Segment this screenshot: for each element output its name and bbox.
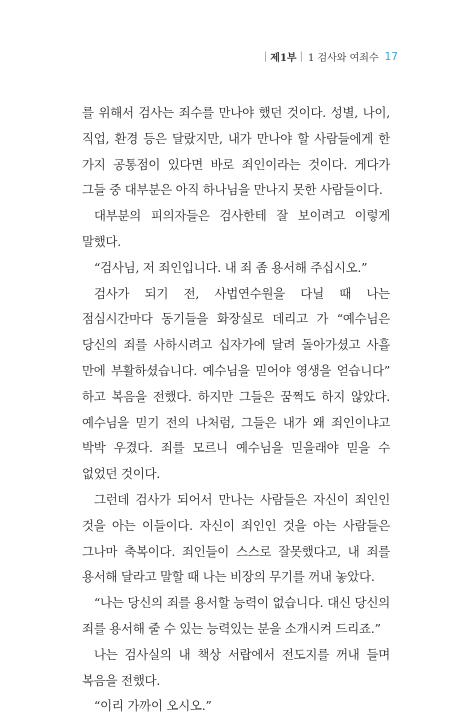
paragraph: 나는 검사실의 내 책상 서랍에서 전도지를 꺼내 들며 복음을 전했다. — [82, 646, 390, 688]
chapter-title: 1 검사와 여죄수 — [307, 53, 379, 64]
paragraph: 를 위해서 검사는 죄수를 만나야 했던 것이다. 성별, 나이, 직업, 환경 등은 달랐지만, 내가 만나야 할 사람들에게 한 가지 공통점이 있다면 바로 죄인이라는 것이다. 게다가 그들 중 대부분은 아직 하나님을 만나지 못한 사람들이다. — [82, 105, 390, 198]
page-number: 17 — [384, 50, 398, 63]
body-text — [82, 100, 390, 719]
running-header — [261, 49, 398, 64]
paragraph: 그런데 검사가 되어서 만나는 사람들은 자신이 죄인인 것을 아는 이들이다. 자신이 죄인인 것을 아는 사람들은 그나마 축복이다. 죄인들이 스스로 잘못했다고, 내 죄를 용서해 달라고 말할 때 나는 비장의 무기를 꺼내 놓았다. — [82, 491, 390, 585]
paragraph: 대부분의 피의자들은 검사한테 잘 보이려고 이렇게 말했다. — [82, 208, 390, 249]
header-divider: | — [263, 51, 268, 62]
paragraph: 검사가 되기 전, 사법연수원을 다닐 때 나는 점심시간마다 동기들을 화장실로 데리고 가 “예수님은 당신의 죄를 사하시려고 십자가에 달려 돌아가셨고 사흘 만에 부활하셨습니다. 예수님을 믿어야 영생을 얻습니다” 하고 복음을 전했다. 하지만 그들은 꿈쩍도 하지 않았다. 예수님을 믿기 전의 나처럼, 그들은 내가 왜 죄인이냐고 박박 우겼다. 죄를 모르니 예수님을 믿을래야 믿을 수 없었던 것이다. — [82, 285, 390, 482]
part-label: 제1부 — [270, 53, 297, 64]
paragraph: “검사님, 저 죄인입니다. 내 죄 좀 용서해 주십시오.” — [94, 259, 368, 275]
paragraph: “나는 당신의 죄를 용서할 능력이 없습니다. 대신 당신의 죄를 용서해 줄 수 있는 능력있는 분을 소개시켜 드리죠.” — [82, 595, 390, 636]
header-divider: | — [299, 51, 303, 62]
paragraph: “이리 가까이 오시오.” — [94, 698, 212, 714]
